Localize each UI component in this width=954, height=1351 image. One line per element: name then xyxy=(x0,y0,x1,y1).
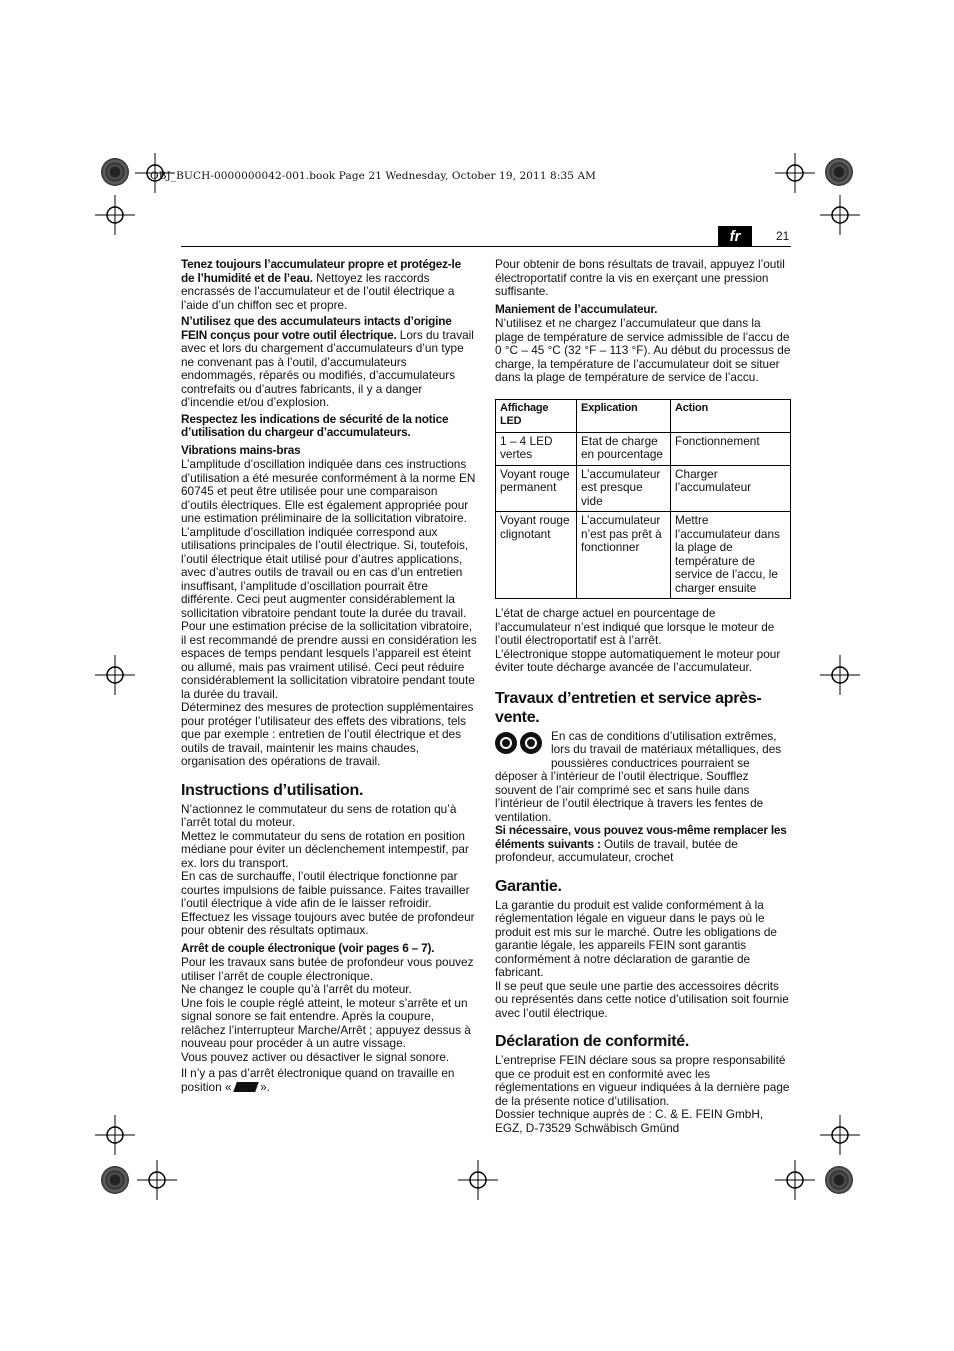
color-target-icon xyxy=(101,1166,129,1194)
paragraph: En cas de surchauffe, l’outil électrique fonctionne par courtes impulsions de faible puissance. Faites travailler l’outil électrique à vide afin de le laisser refroidir. xyxy=(181,869,470,910)
color-target-icon xyxy=(101,158,129,186)
registration-mark-icon xyxy=(820,1115,860,1155)
paragraph: Effectuez les vissage toujours avec butée de profondeur pour obtenir des résultats optimaux. xyxy=(181,909,475,937)
registration-mark-icon xyxy=(458,1160,498,1200)
paragraph: Pour obtenir de bons résultats de travail, appuyez l’outil électroportatif contre la vis en exerçant une pression suffisante. xyxy=(495,257,785,298)
table-cell: Etat de charge en pourcentage xyxy=(577,432,671,465)
table-cell: Fonctionnement xyxy=(671,432,791,465)
table-cell: Mettre l’accumulateur dans la plage de température de service de l’accu, le charger ensuite xyxy=(671,512,791,599)
table-row xyxy=(496,512,791,599)
eye-protection-icon xyxy=(495,732,517,754)
hearing-protection-icon xyxy=(520,732,542,754)
paragraph: N’actionnez le commutateur du sens de rotation qu’à l’arrêt total du moteur. xyxy=(181,801,457,829)
paragraph: N’utilisez que des accumulateurs intacts d’origine FEIN conçus pour votre outil électrique. Lors du travail avec et lors du chargement d’accumulateurs d’un type ne convenant pas à l’outil, d’accumulateurs endommagés, réparés ou modifiés, d’accumulateurs contrefaits ou d’autres fabricants, il y a danger d’incendie et/ou d’explosion. xyxy=(181,314,474,409)
paragraph: Déterminez des mesures de protection supplémentaires pour protéger l’utilisateur des effets des vibrations, tels que par exemple : entretien de l’outil électrique et des outils de travail, maintenir les mains chaudes, organisation des opérations de travail. xyxy=(181,700,474,768)
table-cell: 1 – 4 LED vertes xyxy=(496,432,577,465)
led-table xyxy=(495,399,791,600)
registration-mark-icon xyxy=(95,655,135,695)
paragraph: Une fois le couple réglé atteint, le moteur s’arrête et un signal sonore se fait entendre. Après la coupure, relâchez l’interrupteur Marche/Arrêt ; appuyez dessus à nouveau pour procéder à un autre vissage. xyxy=(181,995,471,1050)
right-column xyxy=(495,258,791,1138)
page-number: 21 xyxy=(776,229,790,243)
table-row xyxy=(496,432,791,465)
registration-mark-icon xyxy=(775,1160,815,1200)
section-title: Garantie. xyxy=(495,877,562,895)
safety-icons xyxy=(495,732,545,758)
paragraph: Il se peut que seule une partie des accessoires décrits ou représentés dans cette notice d’utilisation soit fournie avec l’outil électrique. xyxy=(495,978,789,1020)
header-rule xyxy=(181,246,791,247)
registration-mark-icon xyxy=(95,195,135,235)
registration-mark-icon xyxy=(95,1115,135,1155)
paragraph: N’utilisez et ne chargez l’accumulateur que dans la plage de température de service admissible de l’accu de 0 °C – 45 °C (32 °F – 113 °F). Au début du processus de charge, la température de l’accumulateur doit se situer dans la plage de température de service de l’accu. xyxy=(495,316,791,384)
section-title: Déclaration de conformité. xyxy=(495,1033,690,1050)
section-title: Travaux d’entretien et service après-vente. xyxy=(495,689,762,726)
table-cell: L’accumulateur est presque vide xyxy=(577,465,671,512)
paragraph: Ne changez le couple qu’à l’arrêt du moteur. xyxy=(181,982,412,996)
section-subtitle: Vibrations mains-bras xyxy=(181,442,301,457)
language-badge: fr xyxy=(718,226,752,247)
paragraph: L’entreprise FEIN déclare sous sa propre responsabilité que ce produit est en conformité avec les réglementations en vigueur indiquées à la dernière page de la présente notice d’utilisation. xyxy=(495,1053,790,1108)
table-row xyxy=(496,465,791,512)
table-cell: L’accumulateur n’est pas prêt à fonctionner xyxy=(577,512,671,599)
paragraph: Respectez les indications de sécurité de la notice d’utilisation du chargeur d’accumulateurs. xyxy=(181,411,449,439)
section-title: Instructions d’utilisation. xyxy=(181,781,364,799)
section-subtitle: Arrêt de couple électronique (voir pages 6 – 7). xyxy=(181,940,435,955)
paragraph: Dossier technique auprès de : C. & E. FEIN GmbH, EGZ, D-73529 Schwäbisch Gmünd xyxy=(495,1107,764,1135)
color-target-icon xyxy=(825,1166,853,1194)
paragraph: Mettez le commutateur du sens de rotation en position médiane pour éviter un déclenchement intempestif, par ex. lors du transport. xyxy=(181,828,469,870)
paragraph: L’amplitude d’oscillation indiquée dans ces instructions d’utilisation a été mesurée conformément à la norme EN 60745 et peut être utilisée pour une comparaison d’outils électriques. Elle est également appropriée pour une estimation préliminaire de la sollicitation vibratoire. xyxy=(181,457,476,525)
paragraph: L’amplitude d’oscillation indiquée correspond aux utilisations principales de l’outil électrique. Si, toutefois, l’outil électrique était utilisé pour d’autres applications, avec d’autres outils de travail ou en cas d’un entretien insuffisant, l’amplitude d’oscillation pourrait être différente. Ceci peut augmenter considérablement la sollicitation vibratoire pendant toute la durée du travail. xyxy=(181,524,469,620)
table-header: Action xyxy=(671,399,791,432)
table-cell: Charger l’accumulateur xyxy=(671,465,791,512)
table-header: Explication xyxy=(577,399,671,432)
paragraph: La garantie du produit est valide conformément à la réglementation légale en vigueur dans le pays où le produit est mis sur le marché. Outre les obligations de garantie légale, les appareils FEIN sont garantis conformément à notre déclaration de garantie de fabricant. xyxy=(495,897,777,979)
paragraph: Pour les travaux sans butée de profondeur vous pouvez utiliser l’arrêt de couple électronique. xyxy=(181,955,474,983)
paragraph: Il n’y a pas d’arrêt électronique quand on travaille en position « ». xyxy=(181,1066,455,1094)
paragraph: Si nécessaire, vous pouvez vous-même remplacer les éléments suivants : Outils de travail, butée de profondeur, accumulateur, crochet xyxy=(495,823,787,864)
paragraph: En cas de conditions d’utilisation extrêmes, lors du travail de matériaux métalliques, des poussières conductrices pourraient se déposer à l’intérieur de l’outil électrique. Soufflez souvent de l’air comprimé sec et sans huile dans l’intérieur de l’outil électrique à travers les fentes de ventilation. xyxy=(495,728,782,824)
table-header: Affichage LED xyxy=(496,399,577,432)
registration-mark-icon xyxy=(137,1160,177,1200)
registration-mark-icon xyxy=(820,655,860,695)
registration-mark-icon xyxy=(820,195,860,235)
paragraph: L’état de charge actuel en pourcentage de l’accumulateur n’est indiqué que lorsque le moteur de l’outil électroportatif est à l’arrêt. xyxy=(495,606,775,647)
registration-mark-icon xyxy=(775,153,815,193)
paragraph: Pour une estimation précise de la sollicitation vibratoire, il est recommandé de prendre aussi en considération les espaces de temps pendant lesquels l’appareil est éteint ou allumé, mais pas vraiment utilisé. Ceci peut réduire considérablement la sollicitation vibratoire pendant toute la durée du travail. xyxy=(181,619,477,701)
file-info-line: OBJ_BUCH-0000000042-001.book Page 21 Wednesday, October 19, 2011 8:35 AM xyxy=(150,170,597,182)
color-target-icon xyxy=(825,158,853,186)
left-column xyxy=(181,258,477,1097)
table-cell: Voyant rouge clignotant xyxy=(496,512,577,599)
section-subtitle: Maniement de l’accumulateur. xyxy=(495,301,658,316)
paragraph: Tenez toujours l’accumulateur propre et protégez-le de l’humidité et de l’eau. Nettoyez les raccords encrassés de l’accumulateur et de l’outil électrique a l’aide d’un chiffon sec et propre. xyxy=(181,257,461,312)
paragraph: L’électronique stoppe automatiquement le moteur pour éviter toute décharge avancée de l’accumulateur. xyxy=(495,646,781,674)
drill-mode-icon xyxy=(233,1082,259,1092)
paragraph: Vous pouvez activer ou désactiver le signal sonore. xyxy=(181,1049,450,1064)
table-cell: Voyant rouge permanent xyxy=(496,465,577,512)
